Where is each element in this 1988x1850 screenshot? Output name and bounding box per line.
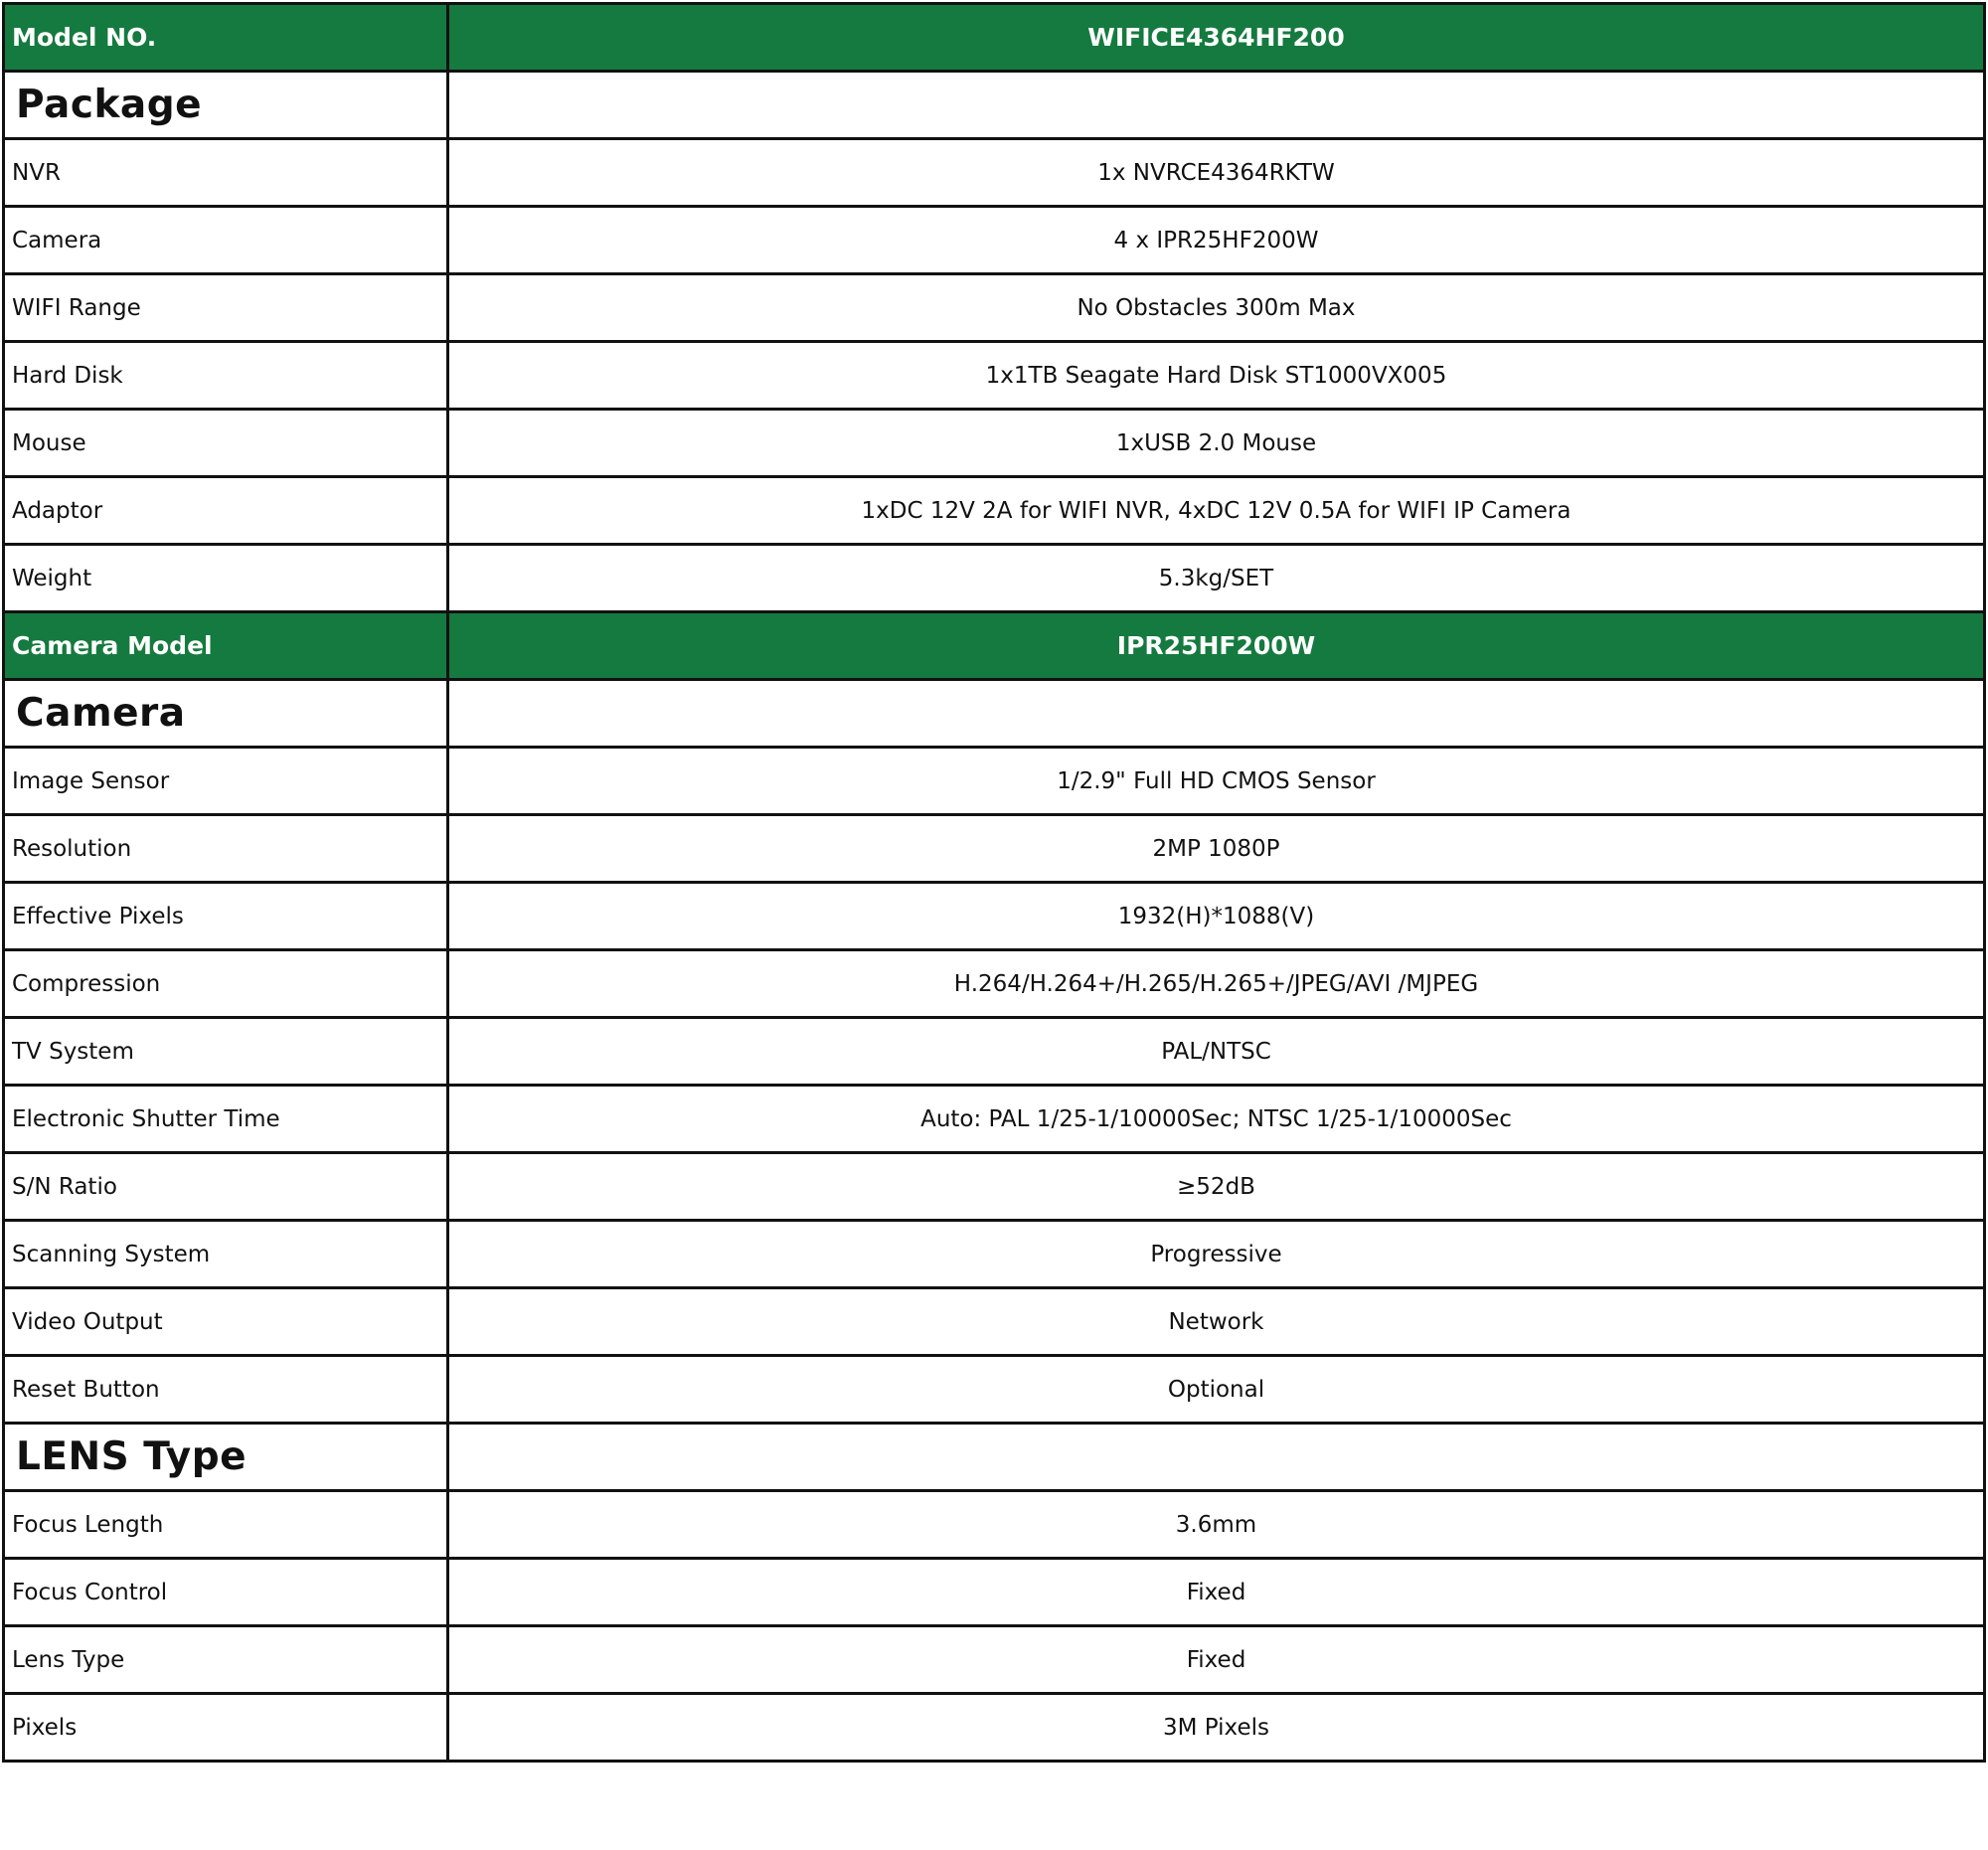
row-value: 5.3kg/SET — [448, 545, 1985, 612]
table-row — [4, 950, 1985, 1018]
table-row — [4, 1221, 1985, 1288]
camera-model-header-value: IPR25HF200W — [448, 612, 1985, 680]
row-value: 1x1TB Seagate Hard Disk ST1000VX005 — [448, 342, 1985, 410]
table-row — [4, 1288, 1985, 1356]
table-row — [4, 477, 1985, 545]
row-value: 1xUSB 2.0 Mouse — [448, 410, 1985, 477]
camera-model-header-row — [4, 612, 1985, 680]
camera-section-row — [4, 680, 1985, 748]
row-value: PAL/NTSC — [448, 1018, 1985, 1086]
row-label: Electronic Shutter Time — [4, 1086, 448, 1153]
row-label: NVR — [4, 139, 448, 207]
row-label: Lens Type — [4, 1626, 448, 1694]
row-value: 1932(H)*1088(V) — [448, 883, 1985, 950]
row-label: Scanning System — [4, 1221, 448, 1288]
row-label: Video Output — [4, 1288, 448, 1356]
row-label: Focus Length — [4, 1491, 448, 1559]
row-label: WIFI Range — [4, 274, 448, 342]
table-row — [4, 1559, 1985, 1626]
table-row — [4, 1086, 1985, 1153]
table-row — [4, 207, 1985, 274]
model-header-row — [4, 4, 1985, 72]
row-label: Compression — [4, 950, 448, 1018]
camera-section-empty — [448, 680, 1985, 748]
table-row — [4, 1153, 1985, 1221]
row-value: 1x NVRCE4364RKTW — [448, 139, 1985, 207]
row-value: H.264/H.264+/H.265/H.265+/JPEG/AVI /MJPEG — [448, 950, 1985, 1018]
table-row — [4, 748, 1985, 815]
model-header-value: WIFICE4364HF200 — [448, 4, 1985, 72]
row-value: No Obstacles 300m Max — [448, 274, 1985, 342]
row-label: Focus Control — [4, 1559, 448, 1626]
table-row — [4, 410, 1985, 477]
row-label: Pixels — [4, 1694, 448, 1762]
table-row — [4, 815, 1985, 883]
row-value: 3M Pixels — [448, 1694, 1985, 1762]
row-value: Auto: PAL 1/25-1/10000Sec; NTSC 1/25-1/10000Sec — [448, 1086, 1985, 1153]
package-section-row — [4, 72, 1985, 139]
row-label: Effective Pixels — [4, 883, 448, 950]
row-value: 3.6mm — [448, 1491, 1985, 1559]
table-row — [4, 1491, 1985, 1559]
row-label: S/N Ratio — [4, 1153, 448, 1221]
row-value: 4 x IPR25HF200W — [448, 207, 1985, 274]
camera-section-title: Camera — [4, 680, 448, 748]
row-label: Weight — [4, 545, 448, 612]
lens-section-empty — [448, 1424, 1985, 1491]
row-label: Camera — [4, 207, 448, 274]
row-label: Adaptor — [4, 477, 448, 545]
table-row — [4, 274, 1985, 342]
lens-section-title: LENS Type — [4, 1424, 448, 1491]
table-row — [4, 1626, 1985, 1694]
row-value: 1xDC 12V 2A for WIFI NVR, 4xDC 12V 0.5A for WIFI IP Camera — [448, 477, 1985, 545]
row-label: Hard Disk — [4, 342, 448, 410]
row-label: Reset Button — [4, 1356, 448, 1424]
row-value: Fixed — [448, 1559, 1985, 1626]
row-label: Mouse — [4, 410, 448, 477]
model-header-label: Model NO. — [4, 4, 448, 72]
table-row — [4, 1018, 1985, 1086]
table-row — [4, 545, 1985, 612]
row-value: Network — [448, 1288, 1985, 1356]
row-value: ≥52dB — [448, 1153, 1985, 1221]
package-section-empty — [448, 72, 1985, 139]
table-row — [4, 342, 1985, 410]
row-value: Optional — [448, 1356, 1985, 1424]
lens-section-row — [4, 1424, 1985, 1491]
camera-model-header-label: Camera Model — [4, 612, 448, 680]
row-label: Image Sensor — [4, 748, 448, 815]
package-section-title: Package — [4, 72, 448, 139]
spec-table — [2, 2, 1986, 1763]
row-value: Progressive — [448, 1221, 1985, 1288]
row-value: Fixed — [448, 1626, 1985, 1694]
row-label: TV System — [4, 1018, 448, 1086]
table-row — [4, 139, 1985, 207]
table-row — [4, 1694, 1985, 1762]
spec-sheet — [2, 2, 1986, 1763]
row-value: 2MP 1080P — [448, 815, 1985, 883]
table-row — [4, 1356, 1985, 1424]
row-value: 1/2.9" Full HD CMOS Sensor — [448, 748, 1985, 815]
row-label: Resolution — [4, 815, 448, 883]
table-row — [4, 883, 1985, 950]
